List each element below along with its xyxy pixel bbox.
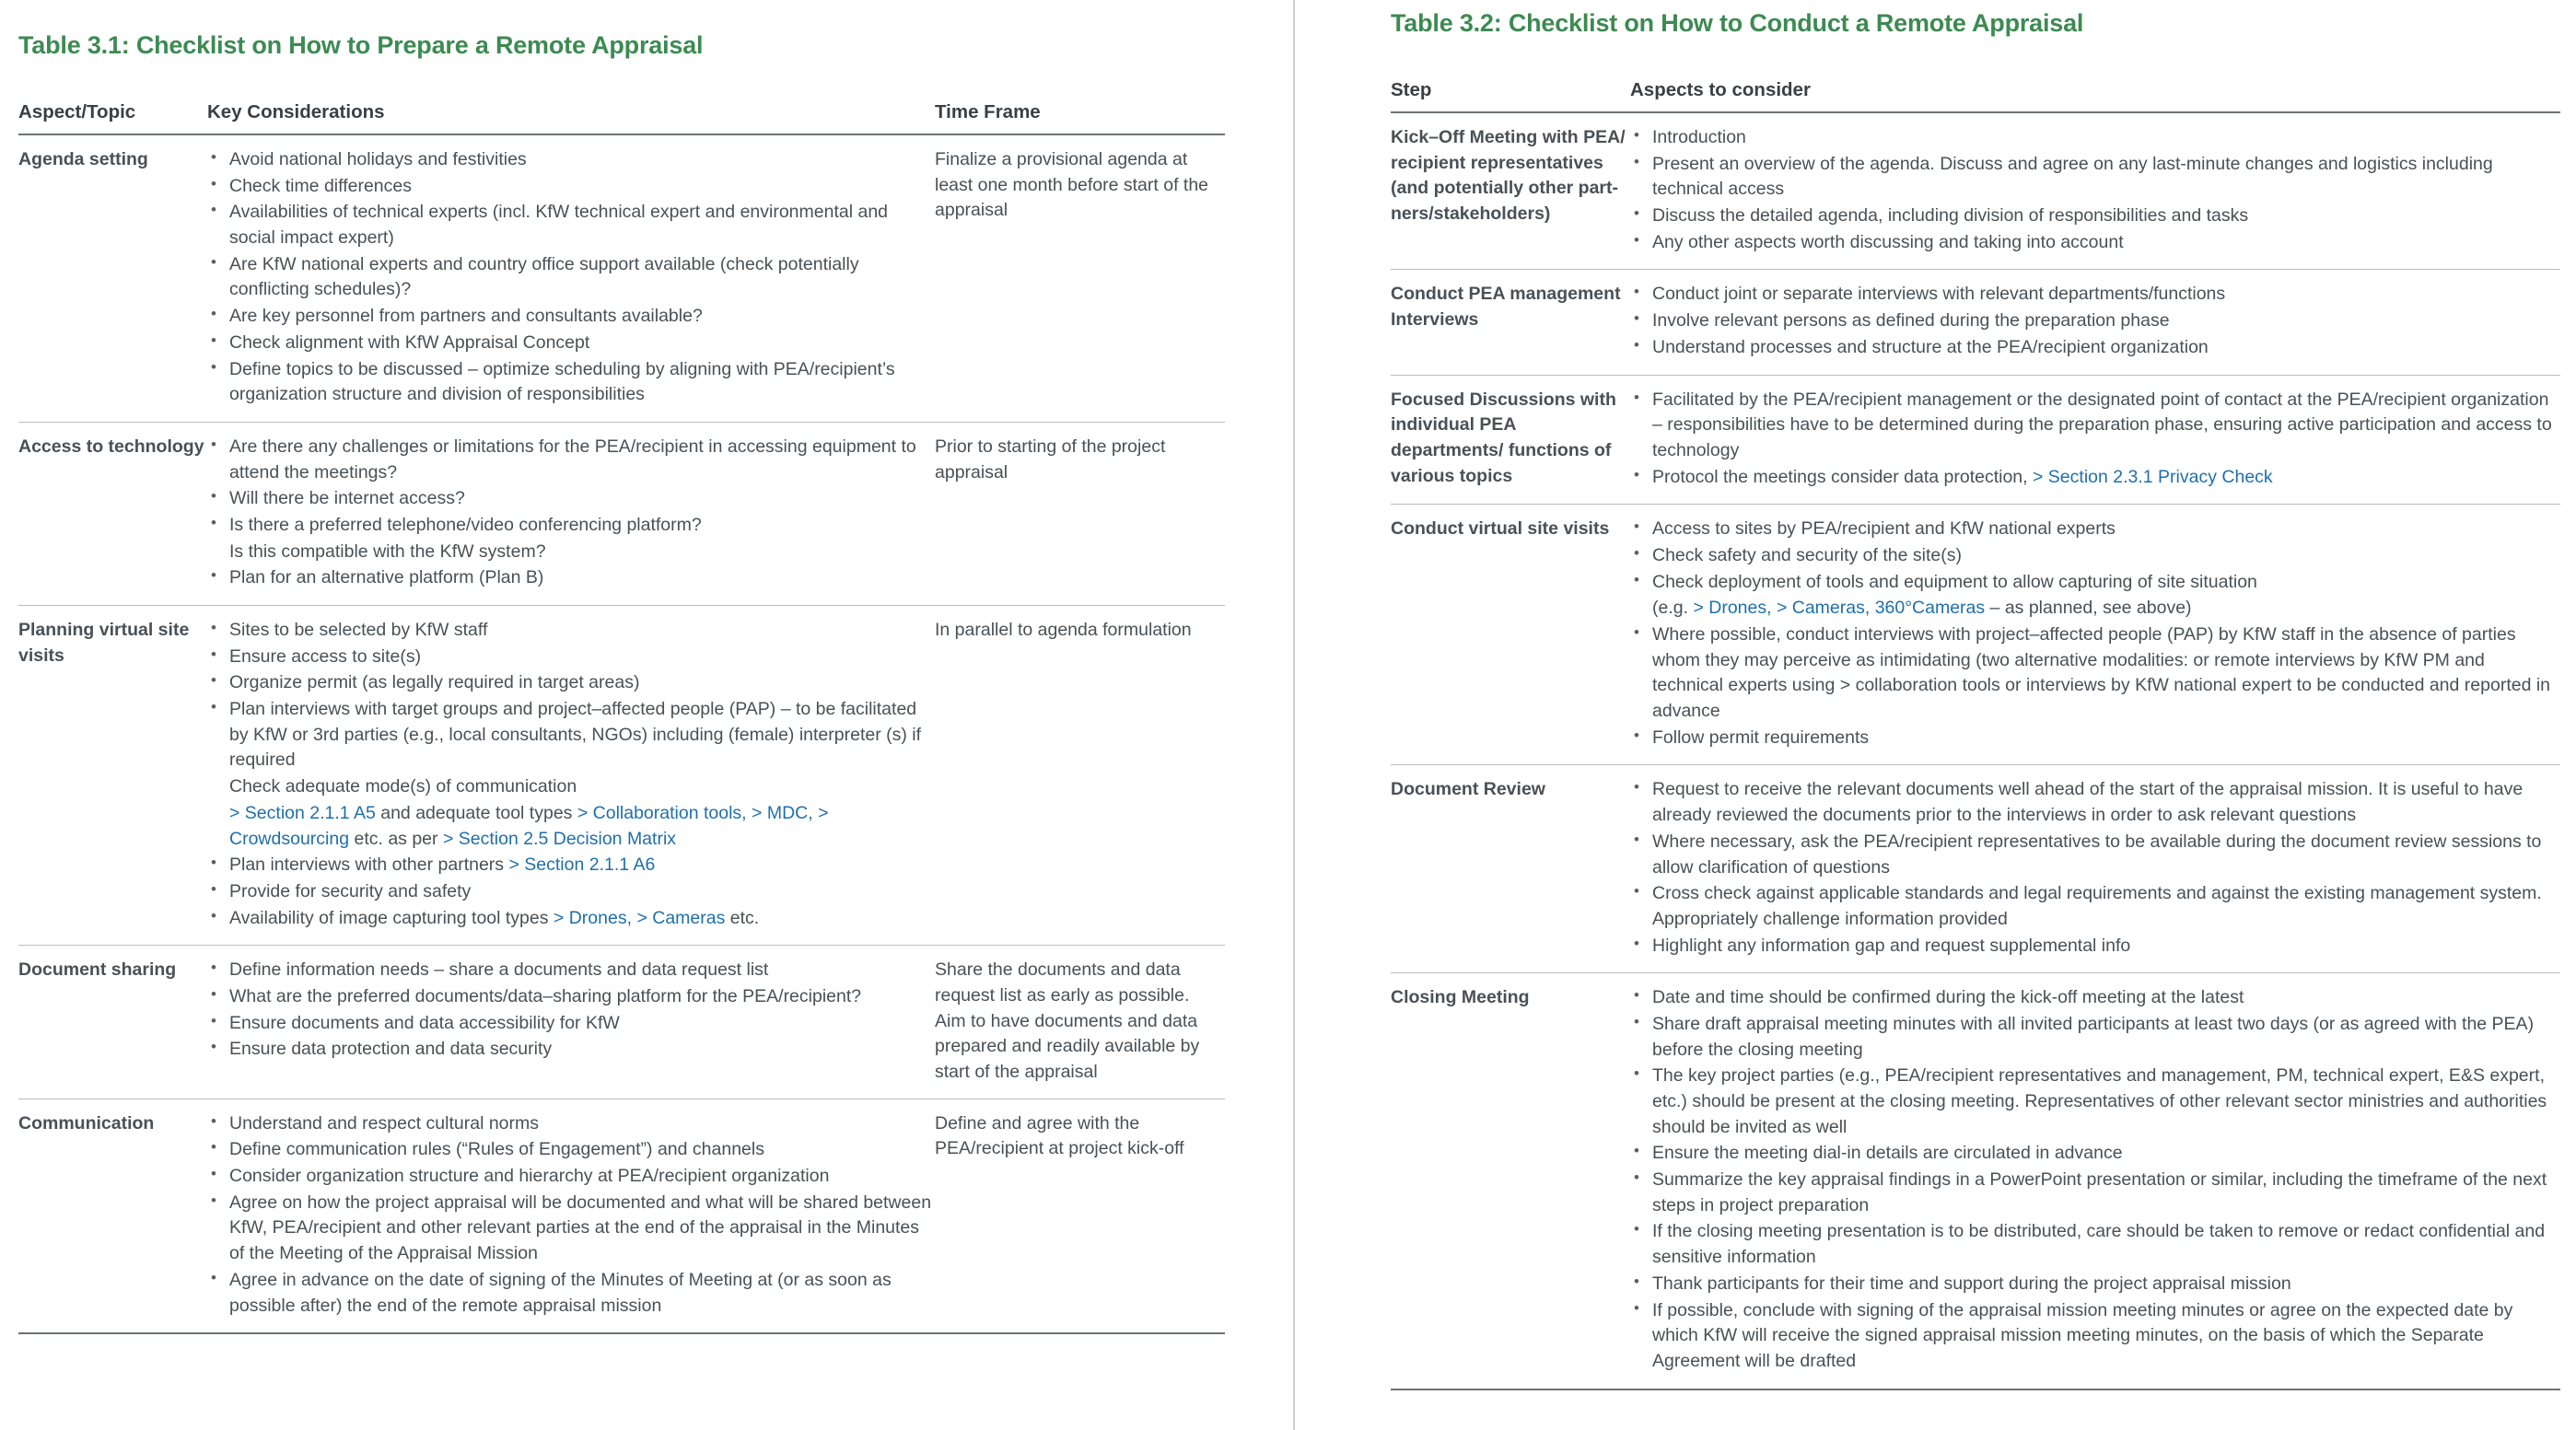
aspects-cell: [1630, 973, 2560, 1389]
aspect-item: • Conduct joint or separate interviews with relevant departments/functions: [1630, 282, 2560, 308]
key-considerations-cell: [207, 606, 935, 946]
cross-reference-link[interactable]: > MDC,: [752, 802, 813, 823]
key-consideration-item: • Understand and respect cultural norms: [207, 1111, 935, 1137]
aspect-item: • If the closing meeting presentation is to be distributed, care should be taken to remove or redact confidential and sensitive information: [1630, 1219, 2560, 1270]
aspect-item: • Present an overview of the agenda. Discuss and agree on any last-minute changes and logistics including technical access: [1630, 152, 2560, 203]
time-frame-cell: [935, 946, 1225, 1099]
key-consideration-item: • Provide for security and safety: [207, 879, 935, 905]
time-frame-cell: [935, 1099, 1225, 1333]
column-header-time-frame: Time Frame: [935, 101, 1225, 134]
aspect-item: • Where possible, conduct interviews with project–affected people (PAP) by KfW staff in the absence of parties whom they may perceive as intimidating (two alternative modalities: or remote interviews by KfW PM and technical experts using > collaboration tools or interviews by KfW national expert to be conducted and reported in advance: [1630, 622, 2560, 725]
key-consideration-item: • Plan interviews with target groups and project–affected people (PAP) – to be facilitated by KfW or 3rd parties (e.g., local consultants, NGOs) including (female) interpreter (s) if required: [207, 697, 935, 773]
key-consideration-item: • Agree on how the project appraisal will be documented and what will be shared between KfW, PEA/recipient and other relevant parties at the end of the appraisal in the Minutes of the Meeting of the Appraisal Mission: [207, 1191, 935, 1267]
aspect-list: [1630, 517, 2560, 750]
table-row: [1391, 112, 2560, 270]
key-consideration-item: • Avoid national holidays and festivities: [207, 147, 935, 173]
key-consideration-item: [207, 906, 935, 932]
time-frame-cell: [935, 606, 1225, 946]
aspect-item: • Share draft appraisal meeting minutes with all invited participants at least two days (or as agreed with the PEA) before the closing meeting: [1630, 1012, 2560, 1063]
key-consideration-item: [207, 853, 935, 878]
column-header-step: Step: [1391, 79, 1630, 112]
aspect-item: • Where necessary, ask the PEA/recipient representatives to be available during the document review sessions to allow clarification of questions: [1630, 830, 2560, 880]
key-consideration-item: • Availabilities of technical experts (incl. KfW technical expert and environmental and social impact expert): [207, 200, 935, 250]
aspect-list: [1630, 282, 2560, 360]
aspects-cell: [1630, 112, 2560, 270]
step-cell: Conduct PEA management Interviews: [1391, 270, 1630, 375]
table-row: [18, 606, 1225, 946]
table-3-1-body: [18, 134, 1225, 1333]
step-cell: Kick–Off Meeting with PEA/ recipient representatives (and potentially other part-ners/stakeholders): [1391, 112, 1630, 270]
key-consideration-list: [207, 1111, 935, 1320]
key-considerations-cell: [207, 134, 935, 422]
table-row: [1391, 375, 2560, 505]
key-consideration-item: • Are KfW national experts and country office support available (check potentially conflicting schedules)?: [207, 252, 935, 303]
aspect-item: • If possible, conclude with signing of the appraisal mission meeting minutes or agree on the expected date by which KfW will receive the signed appraisal mission meeting minutes, on the basis of which the Separate Agreement will be drafted: [1630, 1298, 2560, 1375]
aspect-item: • Summarize the key appraisal findings in a PowerPoint presentation or similar, including the timeframe of the next steps in project preparation: [1630, 1168, 2560, 1218]
aspect-item: • Any other aspects worth discussing and taking into account: [1630, 230, 2560, 256]
table-3-2-title: Table 3.2: Checklist on How to Conduct a Remote Appraisal: [1391, 9, 2084, 37]
aspect-item: • Understand processes and structure at the PEA/recipient organization: [1630, 335, 2560, 361]
aspect-topic-cell: Agenda setting: [18, 134, 207, 422]
aspect-topic-cell: Planning virtual site visits: [18, 606, 207, 946]
aspect-list: [1630, 388, 2560, 491]
key-considerations-cell: [207, 946, 935, 1099]
time-frame-text: Define and agree with the PEA/recipient at project kick-off: [935, 1112, 1184, 1159]
key-consideration-item: • Will there be internet access?: [207, 486, 935, 512]
key-consideration-item: • Check time differences: [207, 174, 935, 200]
aspect-item: • Involve relevant persons as defined during the preparation phase: [1630, 308, 2560, 334]
table-row: [1391, 505, 2560, 765]
key-consideration-item: • Consider organization structure and hierarchy at PEA/recipient organization: [207, 1164, 935, 1190]
aspect-item: • Check deployment of tools and equipment to allow capturing of site situation: [1630, 570, 2560, 596]
key-consideration-list: [207, 618, 935, 931]
aspects-cell: [1630, 270, 2560, 375]
key-consideration-item: • Are there any challenges or limitations for the PEA/recipient in accessing equipment to attend the meetings?: [207, 435, 935, 485]
table-3-1: [18, 101, 1225, 1334]
table-row: [18, 1099, 1225, 1333]
text-fragment: Availability of image capturing tool types: [229, 907, 554, 928]
key-considerations-cell: [207, 1099, 935, 1333]
aspect-topic-cell: Access to technology: [18, 422, 207, 605]
key-considerations-cell: [207, 422, 935, 605]
aspect-item: [1630, 596, 2560, 622]
aspects-cell: [1630, 375, 2560, 505]
key-consideration-item: • Define communication rules (“Rules of Engagement”) and channels: [207, 1137, 935, 1163]
key-consideration-list: [207, 435, 935, 591]
aspects-cell: [1630, 505, 2560, 765]
cross-reference-link[interactable]: > Section 2.1.1 A6: [508, 855, 656, 876]
time-frame-text: Aim to have documents and data prepared and readily available by start of the appraisal: [935, 1010, 1200, 1082]
aspect-item: • Highlight any information gap and request supplemental info: [1630, 934, 2560, 959]
key-consideration-item: • Is there a preferred telephone/video conferencing platform?: [207, 513, 935, 539]
key-consideration-item: • Ensure access to site(s): [207, 645, 935, 670]
table-3-1-panel: [18, 31, 1225, 1334]
aspect-item: • Cross check against applicable standards and legal requirements and against the existing management system. Appropriately challenge information provided: [1630, 881, 2560, 932]
time-frame-text: Finalize a provisional agenda at least one month before start of the appraisal: [935, 149, 1209, 221]
aspect-list: [1630, 125, 2560, 255]
cross-reference-link[interactable]: > Collaboration tools,: [577, 802, 747, 823]
key-consideration-list: [207, 958, 935, 1063]
time-frame-text: Share the documents and data request list as early as possible.: [935, 959, 1190, 1006]
step-cell: Focused Discussions with individual PEA departments/ functions of various topics: [1391, 375, 1630, 505]
table-3-2-body: [1391, 112, 2560, 1389]
key-consideration-item: [207, 801, 935, 852]
key-consideration-item: • Sites to be selected by KfW staff: [207, 618, 935, 644]
text-fragment: and adequate tool types: [375, 802, 577, 823]
key-consideration-item: • Check alignment with KfW Appraisal Concept: [207, 331, 935, 356]
aspect-item: • Request to receive the relevant documents well ahead of the start of the appraisal mission. It is useful to have already reviewed the documents prior to the interviews in order to ask relevant questions: [1630, 777, 2560, 828]
time-frame-cell: [935, 422, 1225, 605]
cross-reference-link[interactable]: > Section 2.3.1 Privacy Check: [2033, 466, 2273, 487]
cross-reference-link[interactable]: > Cameras, 360°Cameras: [1776, 598, 1986, 619]
table-3-1-header-row: [18, 101, 1225, 134]
key-consideration-item: • Define topics to be discussed – optimize scheduling by aligning with PEA/recipient’s organization structure and division of responsibilities: [207, 357, 935, 408]
text-fragment: etc. as per: [349, 828, 443, 849]
key-consideration-item: • What are the preferred documents/data–sharing platform for the PEA/recipient?: [207, 984, 935, 1010]
column-divider: [1293, 0, 1295, 1430]
aspects-cell: [1630, 765, 2560, 973]
table-row: [18, 134, 1225, 422]
text-fragment: Protocol the meetings consider data protection,: [1652, 466, 2033, 487]
aspect-item: • Thank participants for their time and support during the project appraisal mission: [1630, 1272, 2560, 1297]
table-row: [18, 422, 1225, 605]
table-3-2: [1391, 79, 2560, 1390]
cross-reference-link[interactable]: > Crowdsourcing: [229, 802, 829, 849]
key-consideration-item: • Are key personnel from partners and consultants available?: [207, 304, 935, 330]
aspect-list: [1630, 985, 2560, 1374]
aspect-item: • Date and time should be confirmed during the kick-off meeting at the latest: [1630, 985, 2560, 1011]
table-row: [18, 946, 1225, 1099]
aspect-topic-cell: Communication: [18, 1099, 207, 1333]
cross-reference-link[interactable]: > Drones,: [553, 907, 633, 928]
aspect-item: • Facilitated by the PEA/recipient management or the designated point of contact at the PEA/recipient organization – responsibilities have to be determined during the preparation phase, ensuring active participation and access to technology: [1630, 388, 2560, 464]
table-row: [1391, 270, 2560, 375]
cross-reference-link[interactable]: > Section 2.5 Decision Matrix: [442, 828, 677, 849]
table-3-2-header-row: [1391, 79, 2560, 112]
aspect-topic-cell: Document sharing: [18, 946, 207, 1099]
key-consideration-item: • Organize permit (as legally required in target areas): [207, 670, 935, 696]
aspect-item: • Follow permit requirements: [1630, 726, 2560, 751]
key-consideration-list: [207, 147, 935, 408]
table-3-1-title: Table 3.1: Checklist on How to Prepare a Remote Appraisal: [18, 31, 704, 59]
table-3-2-panel: [1391, 9, 2560, 1390]
key-consideration-item: • Define information needs – share a documents and data request list: [207, 958, 935, 983]
aspect-item: • Introduction: [1630, 125, 2560, 151]
key-consideration-item: Is this compatible with the KfW system?: [229, 541, 546, 562]
aspect-item: • Check safety and security of the site(s): [1630, 543, 2560, 569]
text-fragment: Plan interviews with other partners: [229, 855, 509, 876]
time-frame-cell: [935, 134, 1225, 422]
aspect-item: • The key project parties (e.g., PEA/recipient representatives and management, PM, technical expert, E&S expert, etc.) should be present at the closing meeting. Representatives of other relevant sector ministries and authorities should be invited as well: [1630, 1064, 2560, 1140]
cross-reference-link[interactable]: > Cameras: [636, 907, 726, 928]
cross-reference-link[interactable]: > Section 2.1.1 A5: [229, 802, 376, 823]
aspect-item: • Access to sites by PEA/recipient and KfW national experts: [1630, 517, 2560, 542]
table-row: [1391, 973, 2560, 1389]
aspect-item: • Discuss the detailed agenda, including division of responsibilities and tasks: [1630, 203, 2560, 229]
column-header-aspects-to-consider: Aspects to consider: [1630, 79, 2560, 112]
text-fragment: (e.g.: [1652, 598, 1694, 619]
column-header-key-considerations: Key Considerations: [207, 101, 935, 134]
text-fragment: – as planned, see above): [1985, 598, 2192, 619]
column-header-aspect-topic: Aspect/Topic: [18, 101, 207, 134]
aspect-list: [1630, 777, 2560, 959]
step-cell: Closing Meeting: [1391, 973, 1630, 1389]
text-fragment: etc.: [725, 907, 760, 928]
key-consideration-item: • Agree in advance on the date of signing of the Minutes of Meeting at (or as soon as possible after) the end of the remote appraisal mission: [207, 1268, 935, 1319]
step-cell: Document Review: [1391, 765, 1630, 973]
aspect-item: [1630, 465, 2560, 491]
cross-reference-link[interactable]: > Drones,: [1693, 598, 1772, 619]
aspect-item: • Ensure the meeting dial-in details are circulated in advance: [1630, 1141, 2560, 1167]
key-consideration-item: • Ensure data protection and data security: [207, 1037, 935, 1063]
table-row: [1391, 765, 2560, 973]
step-cell: Conduct virtual site visits: [1391, 505, 1630, 765]
key-consideration-item: • Ensure documents and data accessibility for KfW: [207, 1011, 935, 1037]
key-consideration-item: Check adequate mode(s) of communication: [229, 776, 577, 797]
time-frame-text: Prior to starting of the project appraisal: [935, 436, 1166, 482]
key-consideration-item: • Plan for an alternative platform (Plan B): [207, 565, 935, 591]
time-frame-text: In parallel to agenda formulation: [935, 620, 1192, 640]
